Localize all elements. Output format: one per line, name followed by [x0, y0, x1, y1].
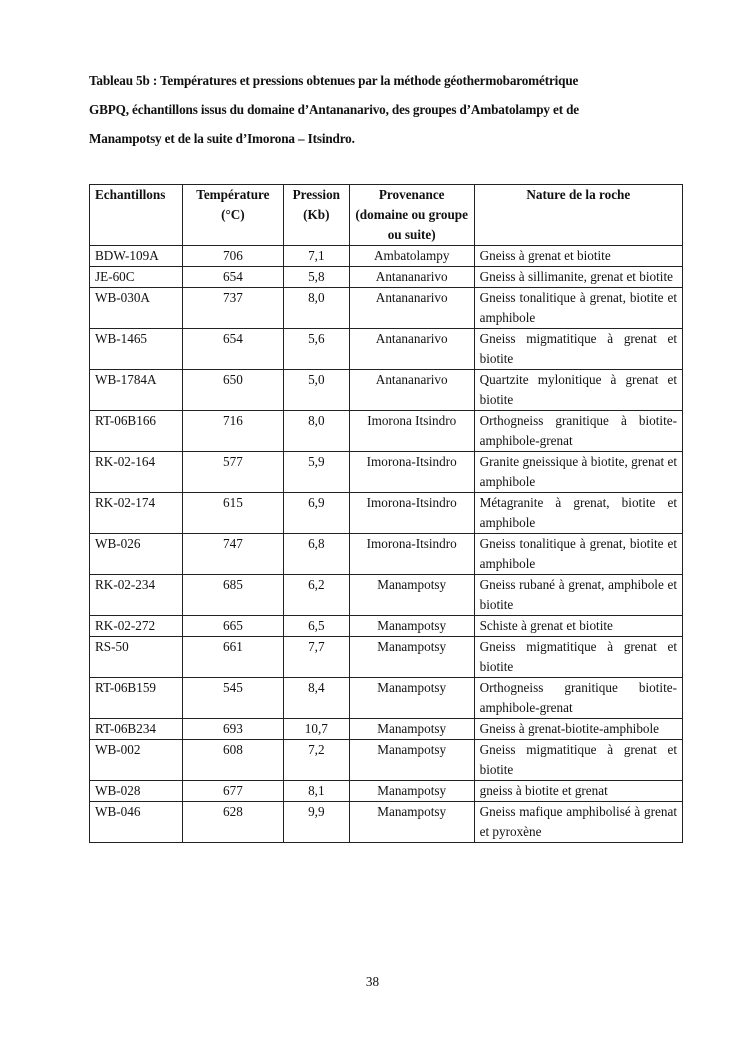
- temperature-cell: 685: [182, 575, 283, 616]
- rock-nature-cell: Orthogneiss granitique à biotite-amphibole-grenat: [474, 411, 682, 452]
- header-pressure: Pression (Kb): [283, 185, 349, 246]
- caption-line-1: Tableau 5b : Températures et pressions obtenues par la méthode géothermobarométrique: [89, 73, 579, 88]
- header-samples: Echantillons: [90, 185, 183, 246]
- pressure-cell: 8,0: [283, 411, 349, 452]
- rock-nature-cell: gneiss à biotite et grenat: [474, 781, 682, 802]
- pressure-cell: 5,9: [283, 452, 349, 493]
- provenance-cell: Imorona-Itsindro: [349, 452, 474, 493]
- temperature-cell: 677: [182, 781, 283, 802]
- provenance-cell: Manampotsy: [349, 802, 474, 843]
- sample-id-cell: WB-026: [90, 534, 183, 575]
- temperature-cell: 706: [182, 246, 283, 267]
- header-temperature: Température (°C): [182, 185, 283, 246]
- temperature-cell: 716: [182, 411, 283, 452]
- table-row: [90, 781, 683, 802]
- sample-id-cell: RK-02-164: [90, 452, 183, 493]
- table-row: [90, 575, 683, 616]
- provenance-cell: Antananarivo: [349, 267, 474, 288]
- pressure-cell: 6,2: [283, 575, 349, 616]
- rock-nature-cell: Gneiss migmatitique à grenat et biotite: [474, 637, 682, 678]
- provenance-cell: Antananarivo: [349, 288, 474, 329]
- table-row: [90, 534, 683, 575]
- results-table: [89, 184, 683, 843]
- rock-nature-cell: Gneiss à sillimanite, grenat et biotite: [474, 267, 682, 288]
- temperature-cell: 577: [182, 452, 283, 493]
- table-header-row: [90, 185, 683, 246]
- table-body: [90, 246, 683, 843]
- pressure-cell: 6,5: [283, 616, 349, 637]
- temperature-cell: 608: [182, 740, 283, 781]
- table-row: [90, 370, 683, 411]
- sample-id-cell: RK-02-234: [90, 575, 183, 616]
- provenance-cell: Antananarivo: [349, 370, 474, 411]
- sample-id-cell: WB-1465: [90, 329, 183, 370]
- table-row: [90, 719, 683, 740]
- table-row: [90, 288, 683, 329]
- sample-id-cell: WB-002: [90, 740, 183, 781]
- caption-line-2: GBPQ, échantillons issus du domaine d’Antananarivo, des groupes d’Ambatolampy et de: [89, 102, 579, 117]
- page-number: 38: [365, 974, 380, 989]
- rock-nature-cell: Orthogneiss granitique biotite-amphibole-grenat: [474, 678, 682, 719]
- rock-nature-cell: Schiste à grenat et biotite: [474, 616, 682, 637]
- rock-nature-cell: Gneiss rubané à grenat, amphibole et biotite: [474, 575, 682, 616]
- sample-id-cell: JE-60C: [90, 267, 183, 288]
- table-row: [90, 246, 683, 267]
- sample-id-cell: WB-046: [90, 802, 183, 843]
- sample-id-cell: BDW-109A: [90, 246, 183, 267]
- table-row: [90, 637, 683, 678]
- table-row: [90, 452, 683, 493]
- temperature-cell: 654: [182, 267, 283, 288]
- provenance-cell: Imorona Itsindro: [349, 411, 474, 452]
- temperature-cell: 654: [182, 329, 283, 370]
- pressure-cell: 8,1: [283, 781, 349, 802]
- pressure-cell: 8,0: [283, 288, 349, 329]
- sample-id-cell: RK-02-174: [90, 493, 183, 534]
- temperature-cell: 650: [182, 370, 283, 411]
- provenance-cell: Manampotsy: [349, 719, 474, 740]
- provenance-cell: Manampotsy: [349, 678, 474, 719]
- header-provenance: Provenance (domaine ou groupe ou suite): [349, 185, 474, 246]
- temperature-cell: 661: [182, 637, 283, 678]
- table-row: [90, 329, 683, 370]
- temperature-cell: 747: [182, 534, 283, 575]
- table-row: [90, 802, 683, 843]
- caption-line-3: Manampotsy et de la suite d’Imorona – Itsindro.: [89, 131, 355, 146]
- pressure-cell: 10,7: [283, 719, 349, 740]
- table-row: [90, 411, 683, 452]
- provenance-cell: Manampotsy: [349, 616, 474, 637]
- provenance-cell: Manampotsy: [349, 781, 474, 802]
- sample-id-cell: WB-028: [90, 781, 183, 802]
- rock-nature-cell: Gneiss tonalitique à grenat, biotite et amphibole: [474, 288, 682, 329]
- provenance-cell: Imorona-Itsindro: [349, 534, 474, 575]
- rock-nature-cell: Métagranite à grenat, biotite et amphibole: [474, 493, 682, 534]
- table-row: [90, 493, 683, 534]
- temperature-cell: 545: [182, 678, 283, 719]
- rock-nature-cell: Gneiss migmatitique à grenat et biotite: [474, 740, 682, 781]
- table-row: [90, 678, 683, 719]
- provenance-cell: Imorona-Itsindro: [349, 493, 474, 534]
- pressure-cell: 8,4: [283, 678, 349, 719]
- sample-id-cell: WB-030A: [90, 288, 183, 329]
- header-nature: Nature de la roche: [474, 185, 682, 246]
- temperature-cell: 628: [182, 802, 283, 843]
- pressure-cell: 5,0: [283, 370, 349, 411]
- pressure-cell: 7,1: [283, 246, 349, 267]
- provenance-cell: Ambatolampy: [349, 246, 474, 267]
- table-row: [90, 267, 683, 288]
- rock-nature-cell: Granite gneissique à biotite, grenat et amphibole: [474, 452, 682, 493]
- table-row: [90, 740, 683, 781]
- sample-id-cell: RT-06B166: [90, 411, 183, 452]
- pressure-cell: 7,7: [283, 637, 349, 678]
- rock-nature-cell: Quartzite mylonitique à grenat et biotite: [474, 370, 682, 411]
- rock-nature-cell: Gneiss mafique amphibolisé à grenat et pyroxène: [474, 802, 682, 843]
- rock-nature-cell: Gneiss tonalitique à grenat, biotite et amphibole: [474, 534, 682, 575]
- provenance-cell: Antananarivo: [349, 329, 474, 370]
- provenance-cell: Manampotsy: [349, 740, 474, 781]
- pressure-cell: 5,8: [283, 267, 349, 288]
- pressure-cell: 6,9: [283, 493, 349, 534]
- pressure-cell: 5,6: [283, 329, 349, 370]
- rock-nature-cell: Gneiss migmatitique à grenat et biotite: [474, 329, 682, 370]
- sample-id-cell: RT-06B159: [90, 678, 183, 719]
- sample-id-cell: RT-06B234: [90, 719, 183, 740]
- sample-id-cell: RK-02-272: [90, 616, 183, 637]
- table-row: [90, 616, 683, 637]
- pressure-cell: 7,2: [283, 740, 349, 781]
- temperature-cell: 615: [182, 493, 283, 534]
- sample-id-cell: RS-50: [90, 637, 183, 678]
- table-caption: [89, 66, 689, 153]
- rock-nature-cell: Gneiss à grenat-biotite-amphibole: [474, 719, 682, 740]
- temperature-cell: 693: [182, 719, 283, 740]
- rock-nature-cell: Gneiss à grenat et biotite: [474, 246, 682, 267]
- temperature-cell: 737: [182, 288, 283, 329]
- sample-id-cell: WB-1784A: [90, 370, 183, 411]
- pressure-cell: 6,8: [283, 534, 349, 575]
- pressure-cell: 9,9: [283, 802, 349, 843]
- provenance-cell: Manampotsy: [349, 637, 474, 678]
- provenance-cell: Manampotsy: [349, 575, 474, 616]
- temperature-cell: 665: [182, 616, 283, 637]
